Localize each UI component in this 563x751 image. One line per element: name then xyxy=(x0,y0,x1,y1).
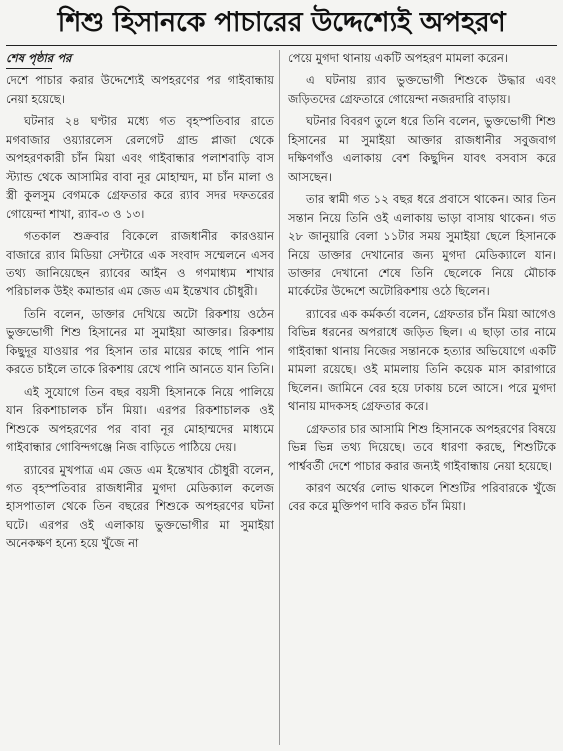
paragraph: র‍্যাবের এক কর্মকর্তা বলেন, গ্রেফতার চাঁন মিয়া আগেও বিভিন্ন ধরনের অপরাধে জড়িত ছিল। এ ছাড়া তার নামে গাইবান্ধা থানায় নিজের সন্তানকে হত্যার অভিযোগে একটি মামলা রয়েছে। ওই মামলায় তিনি কয়েক মাস কারাগারে ছিলেন। জামিনে বের হয়ে ঢাকায় চলে আসে। পরে মুগদা থানায় মাদকসহ গ্রেফতার করে। xyxy=(288,306,556,414)
headline: শিশু হিসানকে পাচারের উদ্দেশ্যেই অপহরণ xyxy=(57,6,506,38)
article-column-left xyxy=(6,49,274,747)
paragraph: গতকাল শুক্রবার বিকেলে রাজধানীর কারওয়ান বাজারে র‍্যাব মিডিয়া সেন্টারে এক সংবাদ সম্মেলনে এসব তথ্য জানিয়েছেন র‍্যাবের আইন ও গণমাধ্যম শাখার পরিচালক উইং কমান্ডার এম জেড এম ইন্তেখাব চৌধুরী। xyxy=(6,229,274,299)
paragraph: এ ঘটনায় র‍্যাব ভুক্তভোগী শিশুকে উদ্ধার এবং জড়িতদের গ্রেফতারে গোয়েন্দা নজরদারি বাড়ায়। xyxy=(288,73,556,106)
paragraph: গ্রেফতার চার আসামি শিশু হিসানকে অপহরণের বিষয়ে ভিন্ন ভিন্ন তথ্য দিয়েছে। তবে ধারণা করছে, শিশুটিকে পার্শ্ববর্তী দেশে পাচার করার জন্যই গাইবান্ধায় নেয়া হয়েছে। xyxy=(288,421,556,473)
paragraph: দেশে পাচার করার উদ্দেশ্যেই অপহরণের পর গাইবান্ধায় নেয়া হয়েছে। xyxy=(6,73,274,106)
paragraph: তিনি বলেন, ডাক্তার দেখিয়ে অটো রিকশায় ওঠেন ভুক্তভোগী শিশু হিসানের মা সুমাইয়া আক্তার। রিকশায় কিছুদূর যাওয়ার পর হিসান তার মায়ের কাছে পানি পান করতে চাইলে তাকে রিকশায় রেখে পানি আনতে যান তিনি। xyxy=(6,306,274,377)
paragraph: ঘটনার বিবরণ তুলে ধরে তিনি বলেন, ভুক্তভোগী শিশু হিসানের মা সুমাইয়া আক্তার রাজধানীর সবুজবাগ দক্ষিণগাঁও এলাকায় বেশ কিছুদিন যাবৎ বসবাস করে আসছেন। xyxy=(288,114,556,184)
paragraph: র‍্যাবের মুখপাত্র এম জেড এম ইন্তেখাব চৌধুরী বলেন, গত বৃহস্পতিবার রাজধানীর মুগদা মেডিক্যাল কলেজ হাসপাতাল থেকে তিন বছরের শিশুকে অপহরণের ঘটনা ঘটে। এরপর ওই এলাকায় ভুক্তভোগীর মা সুমাইয়া অনেকক্ষণ হন্যে হয়ে খুঁজে না xyxy=(6,462,274,551)
paragraph: তার স্বামী গত ১২ বছর ধরে প্রবাসে থাকেন। আর তিন সন্তান নিয়ে তিনি ওই এলাকায় ভাড়া বাসায় থাকেন। গত ২৮ জানুয়ারি বেলা ১১টার সময় সুমাইয়া ছেলে হিসানকে নিয়ে ডাক্তার দেখানোর জন্য মুগদা মেডিক্যালে যান। ডাক্তার দেখানো শেষে তিনি ছেলেকে নিয়ে মৌচাক মার্কেটের উদ্দেশে অটোরিকশায় ওঠে ছিলেন। xyxy=(288,192,556,299)
paragraph: ঘটনার ২৪ ঘণ্টার মধ্যে গত বৃহস্পতিবার রাতে মগবাজার ওয়্যারলেস রেলগেট গ্রান্ড প্লাজা থেকে অপহরণকারী চাঁন মিয়া এবং গাইবান্ধার পলাশবাড়ি বাস স্ট্যান্ড থেকে আসামির বাবা নূর মোহাম্মদ, মা চাঁন মালা ও স্ত্রী কুলসুম বেগমকে গ্রেফতার করে র‍্যাব সদর দফতরের গোয়েন্দা শাখা, র‍্যাব-৩ ও ১৩। xyxy=(6,114,274,221)
column-divider xyxy=(279,50,280,745)
paragraph: এই সুযোগে তিন বছর বয়সী হিসানকে নিয়ে পালিয়ে যান রিকশাচালক চাঁন মিয়া। এরপর রিকশাচালক ওই শিশুকে অপহরণের পর বাবা নূর মোহাম্মদের মাধ্যমে গাইবান্ধার গোবিন্দগঞ্জে নিজ বাড়িতে পাঠিয়ে দেয়। xyxy=(6,384,274,455)
headline-rule xyxy=(6,45,557,46)
paragraph: পেয়ে মুগদা থানায় একটি অপহরণ মামলা করেন। xyxy=(288,51,509,65)
paragraph: কারণ অর্থের লোভ থাকলে শিশুটির পরিবারকে খুঁজে বের করে মুক্তিপণ দাবি করত চাঁন মিয়া। xyxy=(288,480,556,514)
article-column-right xyxy=(288,49,556,747)
continuation-kicker: শেষ পৃষ্ঠার পর xyxy=(6,49,274,69)
